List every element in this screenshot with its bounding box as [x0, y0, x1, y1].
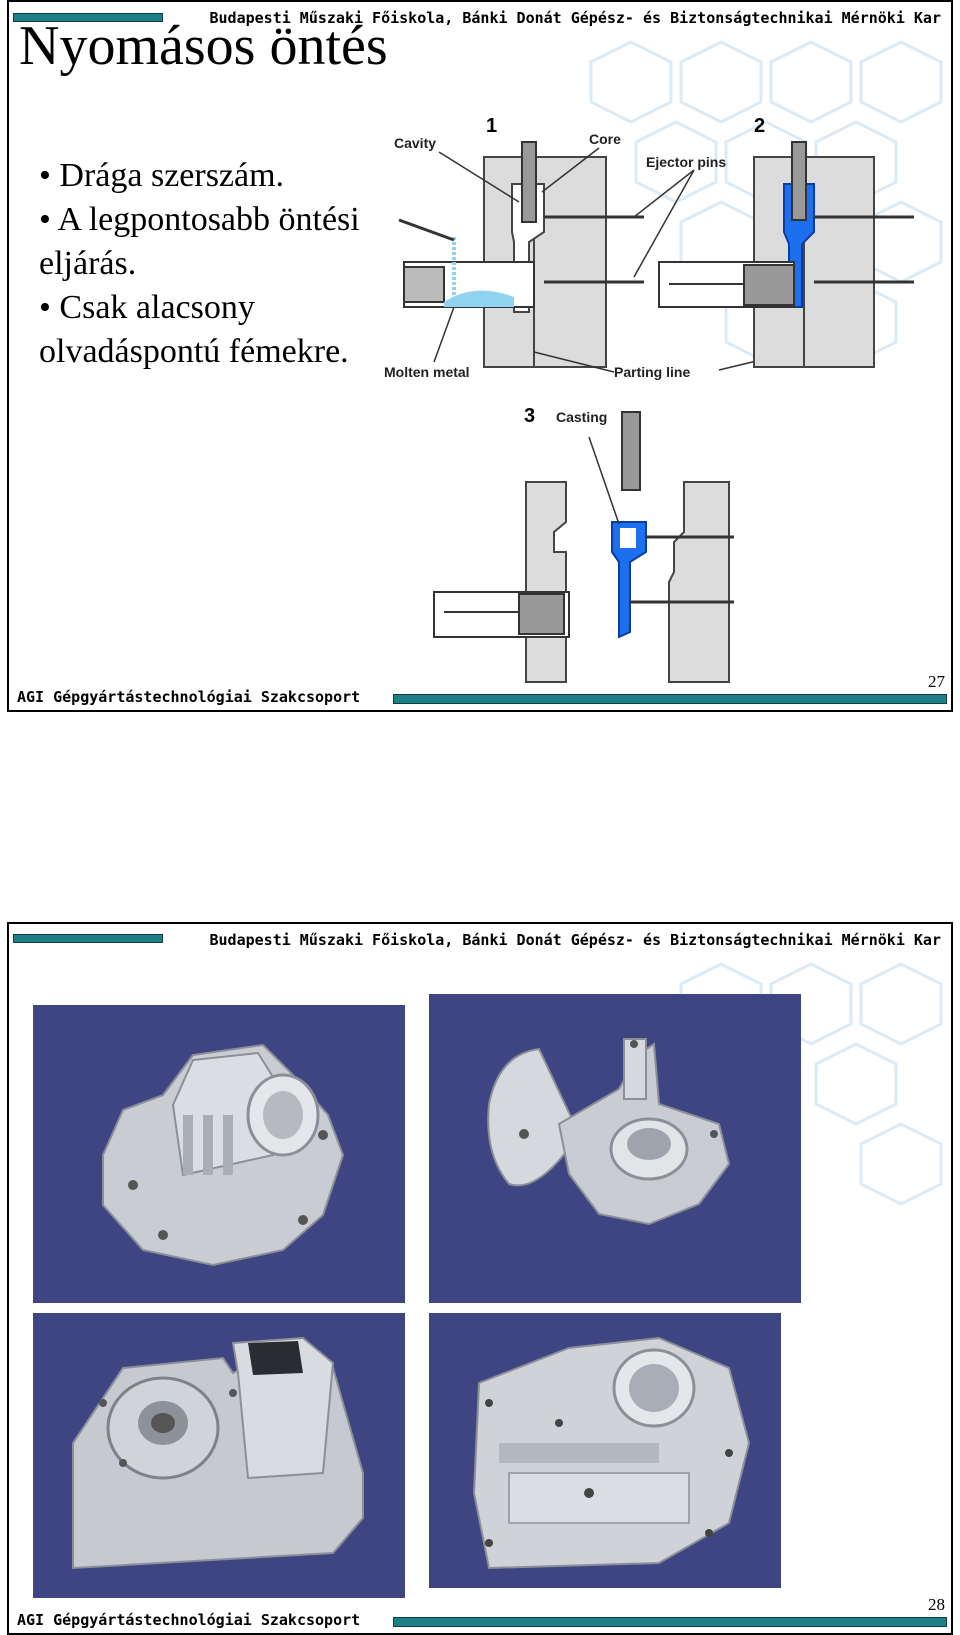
page-number: 27: [928, 672, 945, 691]
page-number: 28: [928, 1595, 945, 1614]
header-accent-bar: [13, 934, 163, 943]
die-casting-process-diagram: [384, 112, 954, 692]
step-1-die: [399, 142, 644, 367]
die-cast-housing-photo-1: [33, 1005, 405, 1303]
casting-label: Casting: [556, 409, 608, 425]
slide-title: Nyomásos öntés: [19, 15, 388, 77]
step-number: 3: [524, 405, 536, 427]
parting-line-label: Parting line: [614, 364, 691, 380]
bullet-item: • Drága szerszám.: [39, 157, 285, 194]
step-3-die: [434, 412, 734, 682]
bullet-item: • Csak alacsony olvadáspontú fémekre.: [39, 289, 349, 370]
header-institution: Budapesti Műszaki Főiskola, Bánki Donát Gépész- és Biztonságtechnikai Mérnöki Kar: [209, 931, 941, 949]
bullet-list: [39, 154, 409, 374]
bullet-item: • A legpontosabb öntési eljárás.: [39, 201, 360, 282]
header-institution: Budapesti Műszaki Főiskola, Bánki Donát Gépész- és Biztonságtechnikai Mérnöki Kar: [209, 9, 941, 27]
slide-28: [7, 922, 953, 1635]
core-label: Core: [589, 131, 621, 147]
step-2-die: [659, 142, 914, 367]
footer-group: AGI Gépgyártástechnológiai Szakcsoport: [17, 688, 361, 706]
die-cast-housing-photo-4: [429, 1313, 781, 1588]
cavity-label: Cavity: [394, 135, 437, 151]
molten-metal-label: Molten metal: [384, 364, 470, 380]
ejector-pins-label: Ejector pins: [646, 154, 727, 170]
die-cast-housing-photo-3: [33, 1313, 405, 1598]
slide-27: [7, 0, 953, 712]
die-cast-housing-photo-2: [429, 994, 801, 1303]
step-number: 1: [486, 115, 498, 137]
footer-group: AGI Gépgyártástechnológiai Szakcsoport: [17, 1611, 361, 1629]
footer-accent-bar: [393, 1617, 947, 1627]
step-number: 2: [754, 115, 766, 137]
footer-accent-bar: [393, 694, 947, 704]
